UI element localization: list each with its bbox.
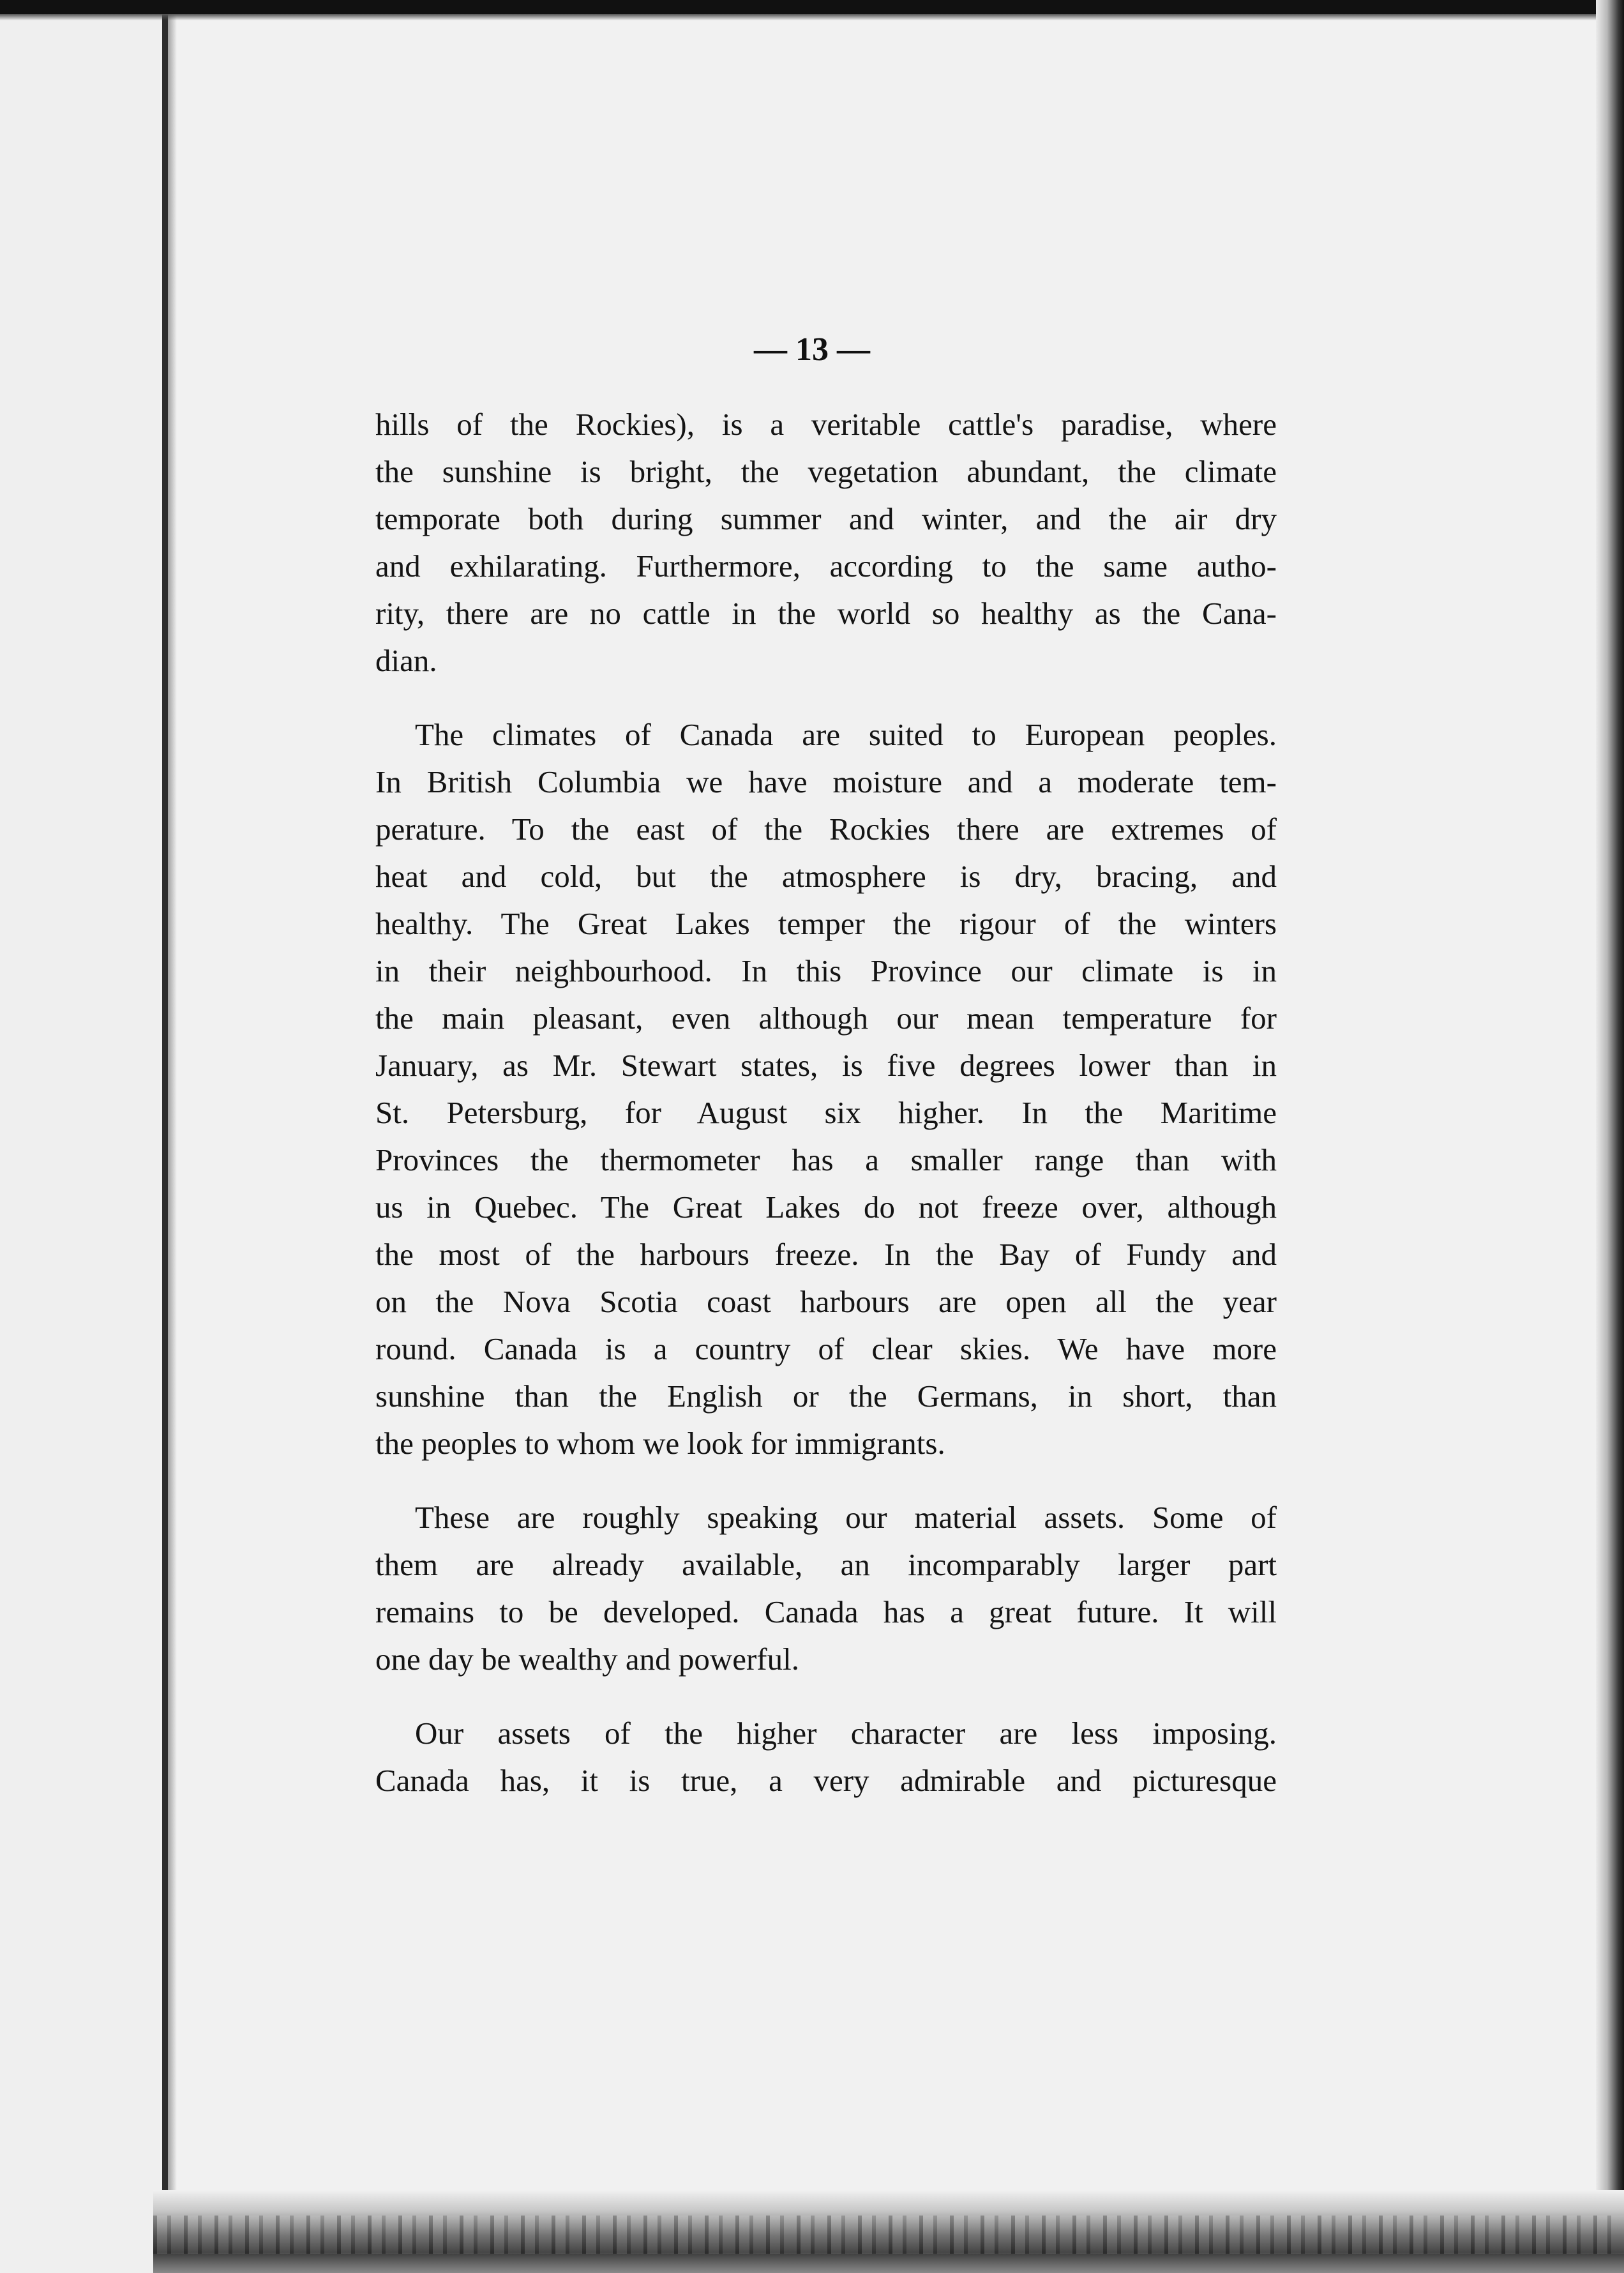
text-line: Canada has, it is true, a very admirable and picturesque bbox=[375, 1763, 1277, 1798]
text-line: In British Columbia we have moisture and a moderate tem- bbox=[375, 764, 1277, 799]
top-border-shadow bbox=[0, 14, 1624, 20]
paragraph-3 bbox=[375, 1494, 1277, 1683]
paragraph-gap bbox=[375, 1467, 1277, 1494]
text-line: in their neighbourhood. In this Province our climate is in bbox=[375, 953, 1277, 988]
text-line: and exhilarating. Furthermore, according to the same autho- bbox=[375, 548, 1277, 584]
bottom-deckle-edge bbox=[153, 2216, 1624, 2254]
text-line: perature. To the east of the Rockies there are extremes of bbox=[375, 812, 1277, 847]
paragraph-4 bbox=[375, 1710, 1277, 1804]
text-line: them are already available, an incomparably larger part bbox=[375, 1547, 1277, 1582]
text-line: round. Canada is a country of clear skies. We have more bbox=[375, 1331, 1277, 1366]
text-line: healthy. The Great Lakes temper the rigour of the winters bbox=[375, 906, 1277, 941]
right-page-edge bbox=[1596, 0, 1624, 2273]
text-line: sunshine than the English or the Germans, in short, than bbox=[375, 1378, 1277, 1414]
text-line: temporate both during summer and winter, and the air dry bbox=[375, 501, 1277, 536]
text-line: heat and cold, but the atmosphere is dry, bracing, and bbox=[375, 859, 1277, 894]
text-line: the main pleasant, even although our mean temperature for bbox=[375, 1001, 1277, 1036]
text-line: Our assets of the higher character are less imposing. bbox=[415, 1716, 1277, 1751]
text-line: the peoples to whom we look for immigrants. bbox=[375, 1426, 945, 1461]
text-line: the most of the harbours freeze. In the Bay of Fundy and bbox=[375, 1237, 1277, 1272]
text-line: hills of the Rockies), is a veritable cattle's paradise, where bbox=[375, 407, 1277, 442]
text-line: January, as Mr. Stewart states, is five degrees lower than in bbox=[375, 1048, 1277, 1083]
paragraph-2 bbox=[375, 711, 1277, 1467]
gutter-shadow bbox=[168, 14, 177, 2204]
text-line: rity, there are no cattle in the world so healthy as the Cana- bbox=[375, 596, 1277, 631]
facing-page-edge bbox=[0, 0, 163, 2273]
page-number: — 13 — bbox=[754, 331, 870, 368]
paragraph-gap bbox=[375, 1683, 1277, 1710]
binding-gutter bbox=[162, 14, 168, 2204]
top-page-border bbox=[0, 0, 1624, 14]
text-line: on the Nova Scotia coast harbours are open all the year bbox=[375, 1284, 1277, 1319]
text-line: us in Quebec. The Great Lakes do not freeze over, although bbox=[375, 1189, 1277, 1225]
text-line: These are roughly speaking our material assets. Some of bbox=[415, 1500, 1277, 1535]
text-line: Provinces the thermometer has a smaller range than with bbox=[375, 1142, 1277, 1177]
paragraph-gap bbox=[375, 684, 1277, 711]
text-line: remains to be developed. Canada has a great future. It will bbox=[375, 1594, 1277, 1629]
text-line: dian. bbox=[375, 643, 437, 678]
paragraph-1 bbox=[375, 401, 1277, 684]
text-line: the sunshine is bright, the vegetation abundant, the climate bbox=[375, 454, 1277, 489]
body-text bbox=[375, 401, 1277, 1804]
text-line: The climates of Canada are suited to European peoples. bbox=[415, 717, 1277, 752]
text-line: St. Petersburg, for August six higher. In the Maritime bbox=[375, 1095, 1277, 1130]
text-line: one day be wealthy and powerful. bbox=[375, 1642, 799, 1677]
